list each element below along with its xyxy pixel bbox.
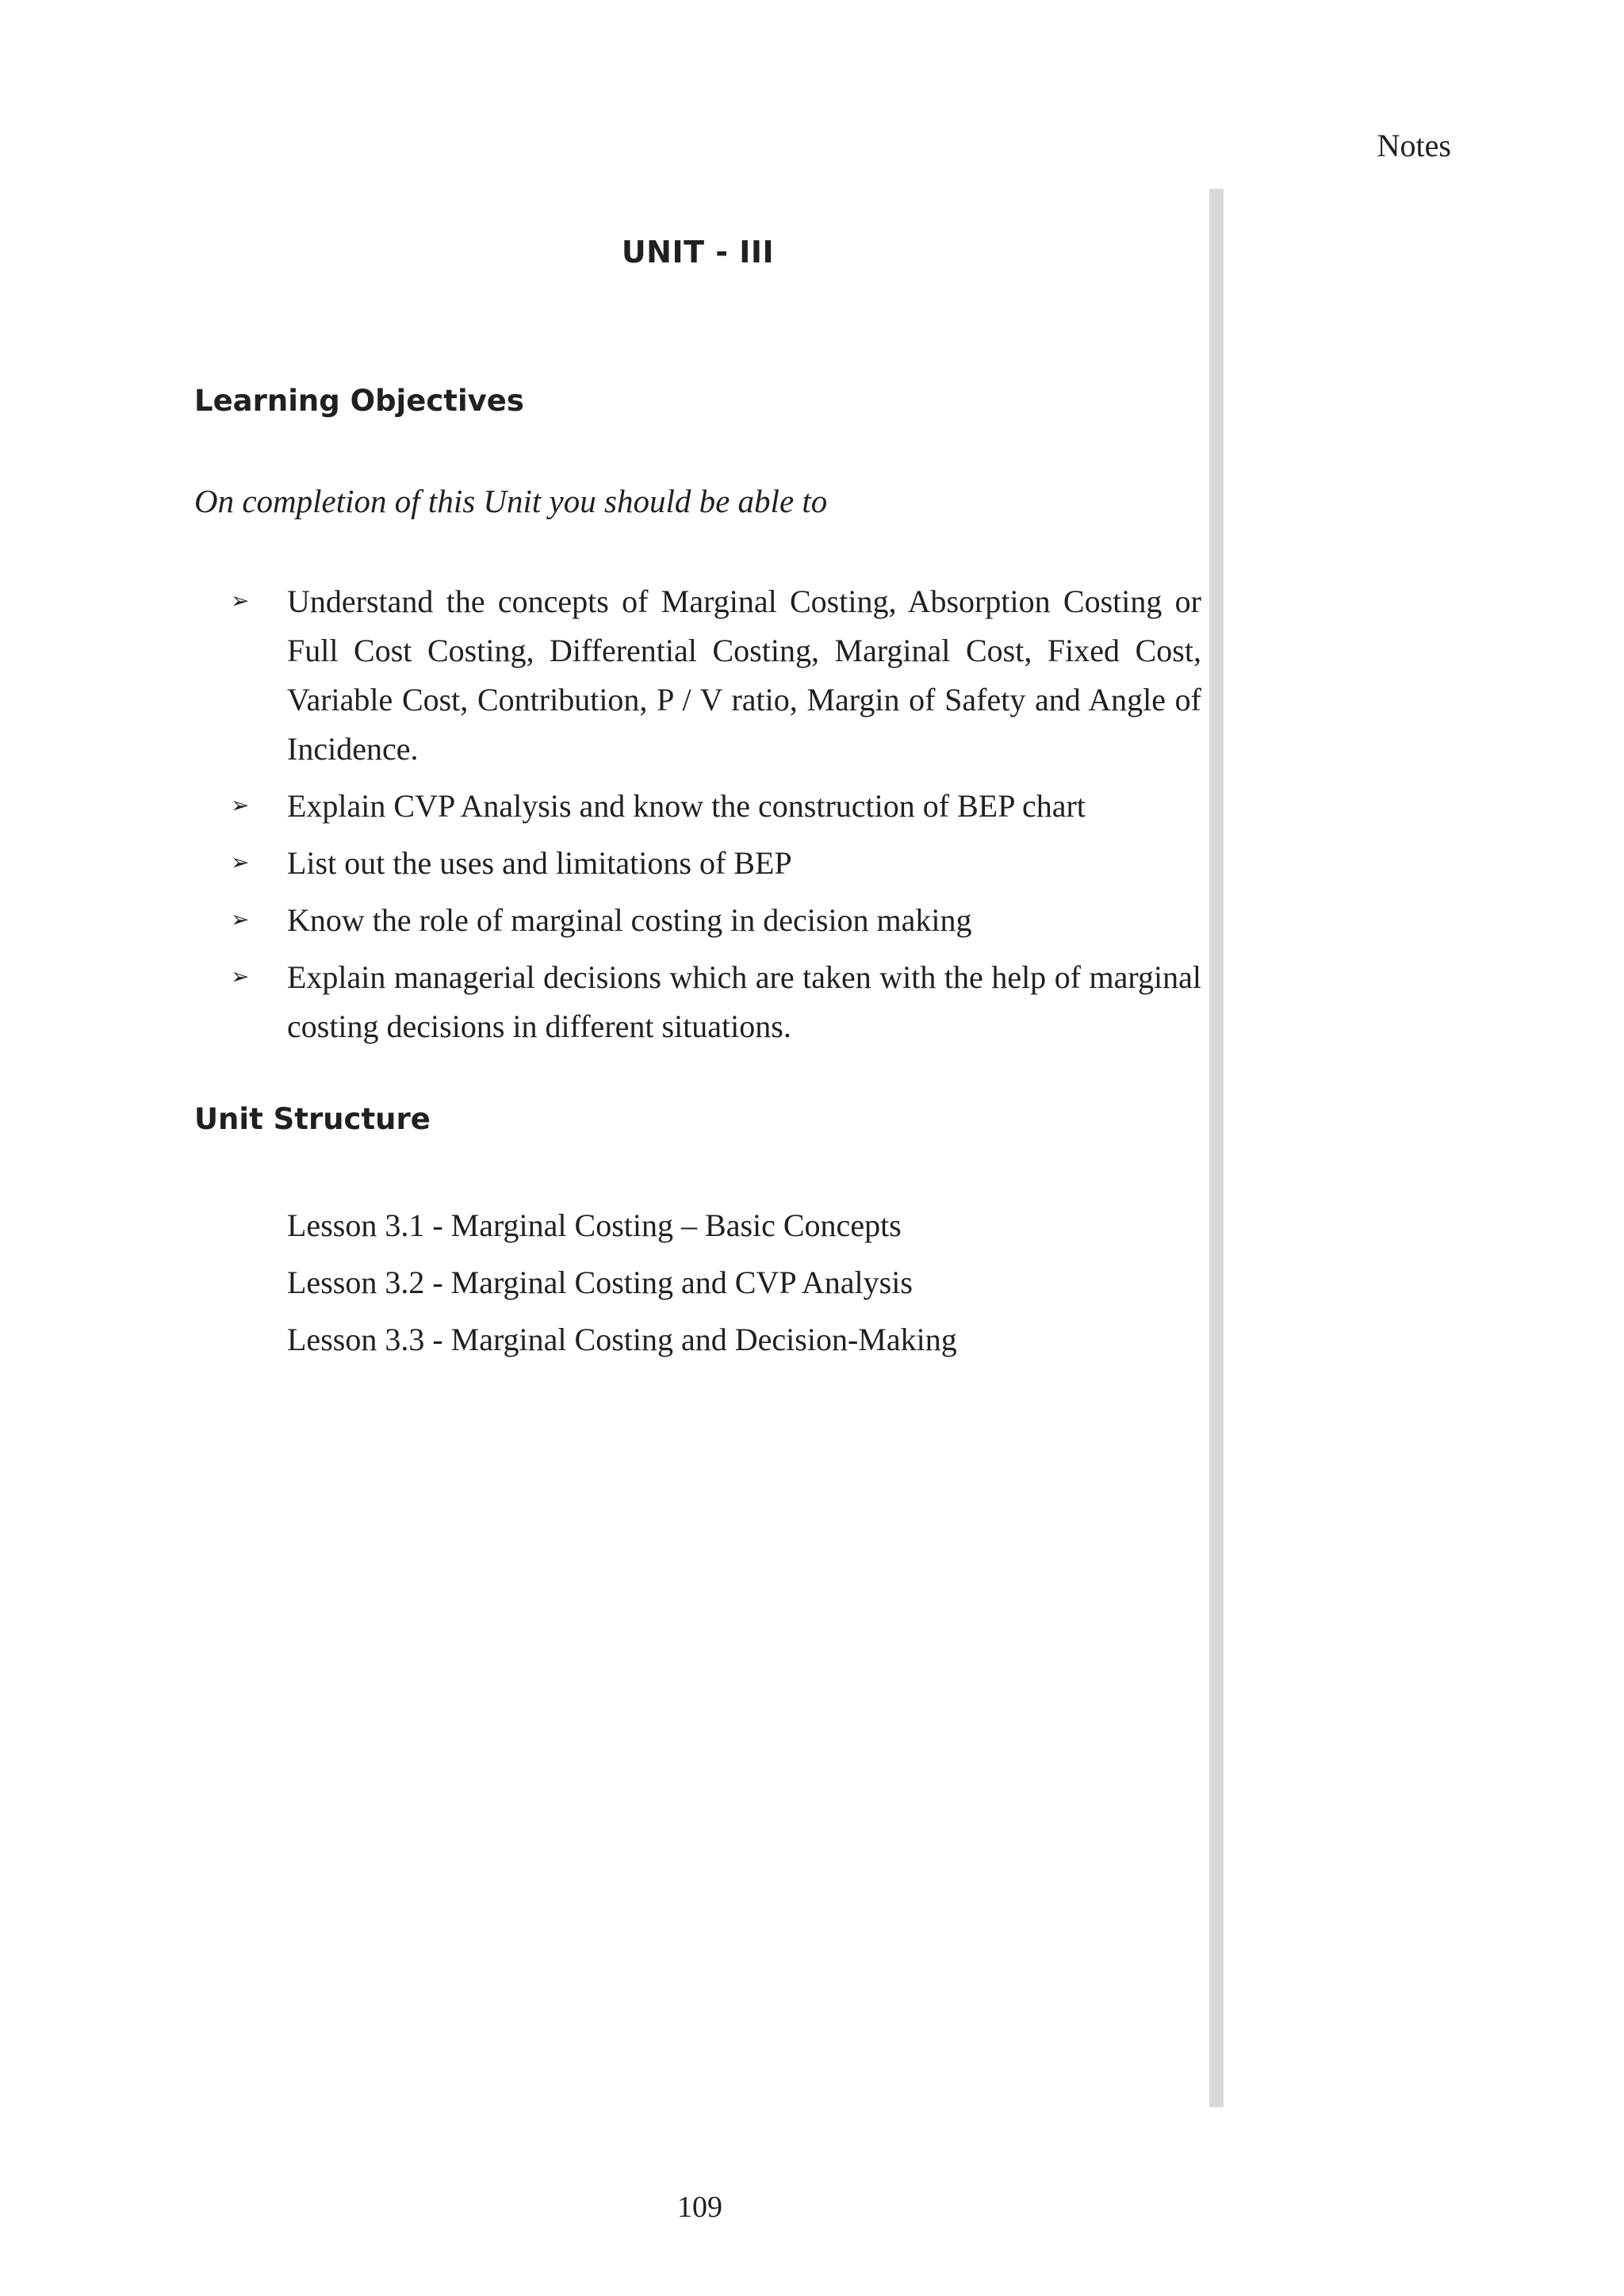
objective-text: Explain CVP Analysis and know the construction of BEP chart xyxy=(287,788,1086,824)
objectives-intro: On completion of this Unit you should be able to xyxy=(194,483,828,519)
lesson-item: Lesson 3.2 - Marginal Costing and CVP Analysis xyxy=(287,1265,913,1300)
list-item xyxy=(194,577,1201,774)
arrowhead-bullet-icon: ➢ xyxy=(231,965,250,989)
list-item xyxy=(194,839,1201,888)
objective-text: Explain managerial decisions which are taken with the help of marginal costing decisions in different situations. xyxy=(287,959,1201,1044)
objectives-list xyxy=(194,577,1201,1059)
lesson-item: Lesson 3.1 - Marginal Costing – Basic Concepts xyxy=(287,1207,902,1243)
arrowhead-bullet-icon: ➢ xyxy=(231,794,250,818)
arrowhead-bullet-icon: ➢ xyxy=(231,589,250,614)
list-item xyxy=(194,953,1201,1051)
unit-title: UNIT - III xyxy=(621,235,775,270)
lesson-item: Lesson 3.3 - Marginal Costing and Decision-Making xyxy=(287,1322,957,1357)
objective-text: Know the role of marginal costing in decision making xyxy=(287,902,972,938)
notes-margin-label: Notes xyxy=(1377,128,1451,163)
margin-rule xyxy=(1209,189,1224,2107)
arrowhead-bullet-icon: ➢ xyxy=(231,851,250,875)
unit-structure-heading: Unit Structure xyxy=(194,1102,431,1136)
learning-objectives-heading: Learning Objectives xyxy=(194,384,524,418)
page-number: 109 xyxy=(677,2191,722,2224)
objective-text: List out the uses and limitations of BEP xyxy=(287,845,792,881)
list-item xyxy=(194,782,1201,831)
list-item xyxy=(194,896,1201,945)
objective-text: Understand the concepts of Marginal Costing, Absorption Costing or Full Cost Costing, Differential Costing, Marginal Cost, Fixed Cost, Variable Cost, Contribution, P / V ratio, Margin of Safety and Angle of Incidence. xyxy=(287,584,1201,767)
lessons-list xyxy=(287,1197,957,1368)
arrowhead-bullet-icon: ➢ xyxy=(231,908,250,932)
